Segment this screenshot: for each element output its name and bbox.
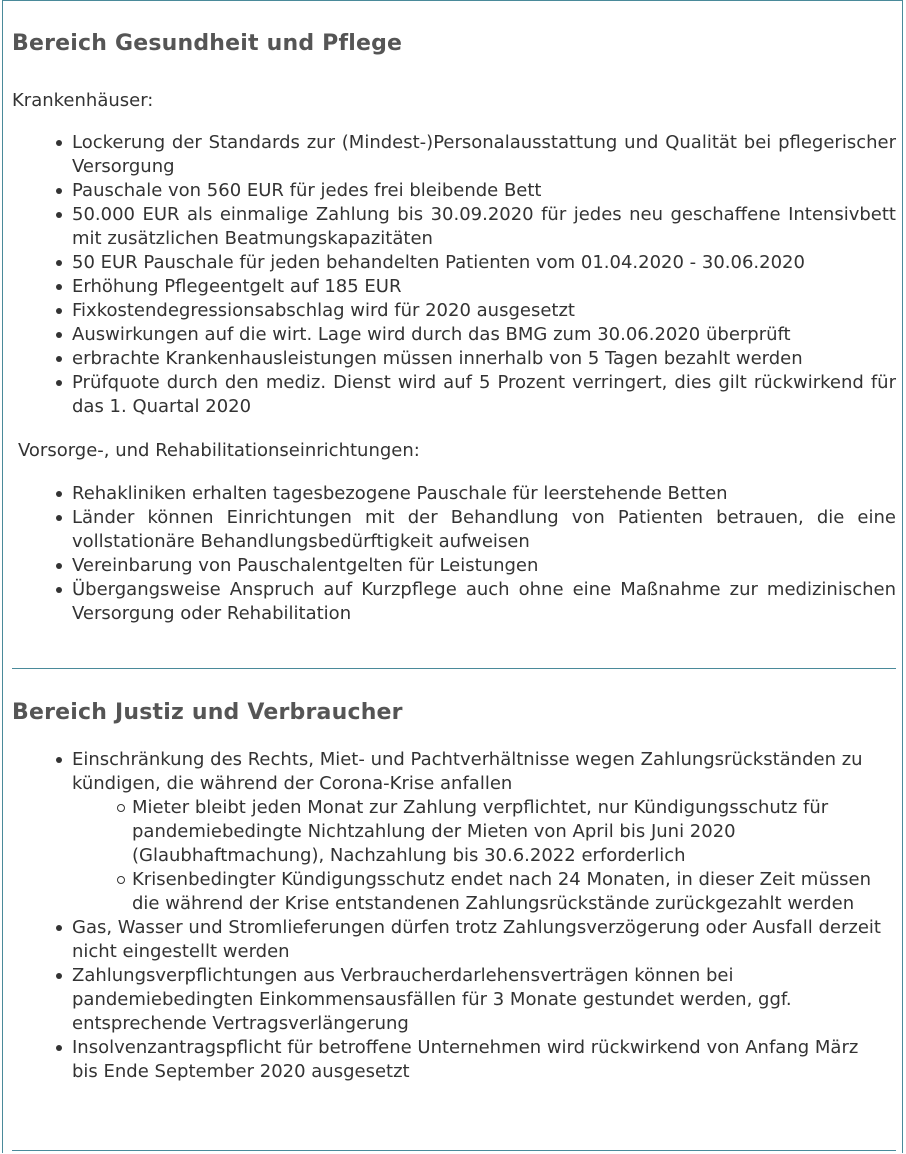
list-item: Übergangsweise Anspruch auf Kurzpflege auch ohne eine Maßnahme zur medizinischen Versorgung oder Rehabilitation [72,579,896,624]
list-item: Lockerung der Standards zur (Mindest-)Personalausstattung und Qualität bei pflegerischer Versorgung [72,132,896,177]
list-item: Vereinbarung von Pauschalentgelten für Leistungen [72,554,896,578]
list-item: Gas, Wasser und Stromlieferungen dürfen trotz Zahlungsverzögerung oder Ausfall derzeit nicht eingestellt werden [72,916,888,964]
list-item: Prüfquote durch den mediz. Dienst wird auf 5 Prozent verringert, dies gilt rückwirkend für das 1. Quartal 2020 [72,372,896,417]
list-item: Zahlungsverpflichtungen aus Verbraucherdarlehensverträgen können bei pandemiebedingten Einkommensausfällen für 3 Monate gestundet werden, ggf. entsprechende Vertragsverlängerung [72,964,888,1036]
hospitals-list [72,131,896,419]
top-divider [2,0,902,1]
bottom-divider [12,1150,896,1151]
list-item: 50 EUR Pauschale für jeden behandelten Patienten vom 01.04.2020 - 30.06.2020 [72,251,896,275]
list-item: Auswirkungen auf die wirt. Lage wird durch das BMG zum 30.06.2020 überprüft [72,323,896,347]
rehab-label: Vorsorge-, und Rehabilitationseinrichtungen: [18,440,420,461]
sub-list-item: Mieter bleibt jeden Monat zur Zahlung verpflichtet, nur Kündigungsschutz für pandemiebedingte Nichtzahlung der Mieten von April bis Juni 2020 (Glaubhaftmachung), Nachzahlung bis 30.6.2022 erforderlich [132,796,888,868]
rehab-list [72,482,896,626]
list-item: Rehakliniken erhalten tagesbezogene Pauschale für leerstehende Betten [72,482,896,506]
list-item: Fixkostendegressionsabschlag wird für 2020 ausgesetzt [72,299,896,323]
list-item: Erhöhung Pflegeentgelt auf 185 EUR [72,275,896,299]
sub-list-item: Krisenbedingter Kündigungsschutz endet nach 24 Monaten, in dieser Zeit müssen die während der Krise entstandenen Zahlungsrückstände zurückgezahlt werden [132,868,888,916]
list-item [72,748,888,916]
list-item: Länder können Einrichtungen mit der Behandlung von Patienten betrauen, die eine vollstationäre Behandlungsbedürftigkeit aufweisen [72,507,896,552]
list-item: erbrachte Krankenhausleistungen müssen innerhalb von 5 Tagen bezahlt werden [72,347,896,371]
list-item: Insolvenzantragspflicht für betroffene Unternehmen wird rückwirkend von Anfang März bis Ende September 2020 ausgesetzt [72,1036,888,1084]
list-item: Pauschale von 560 EUR für jedes frei bleibende Bett [72,179,896,203]
section-title-health: Bereich Gesundheit und Pflege [12,31,403,56]
hospitals-label: Krankenhäuser: [12,90,154,111]
list-item-text: Einschränkung des Rechts, Miet- und Pachtverhältnisse wegen Zahlungsrückständen zu kündigen, die während der Corona-Krise anfallen [72,749,863,794]
sub-list [132,796,888,916]
justice-list [72,748,888,1084]
section-title-justice: Bereich Justiz und Verbraucher [12,700,403,725]
section-divider [12,668,896,669]
list-item: 50.000 EUR als einmalige Zahlung bis 30.09.2020 für jedes neu geschaffene Intensivbett mit zusätzlichen Beatmungskapazitäten [72,204,896,249]
